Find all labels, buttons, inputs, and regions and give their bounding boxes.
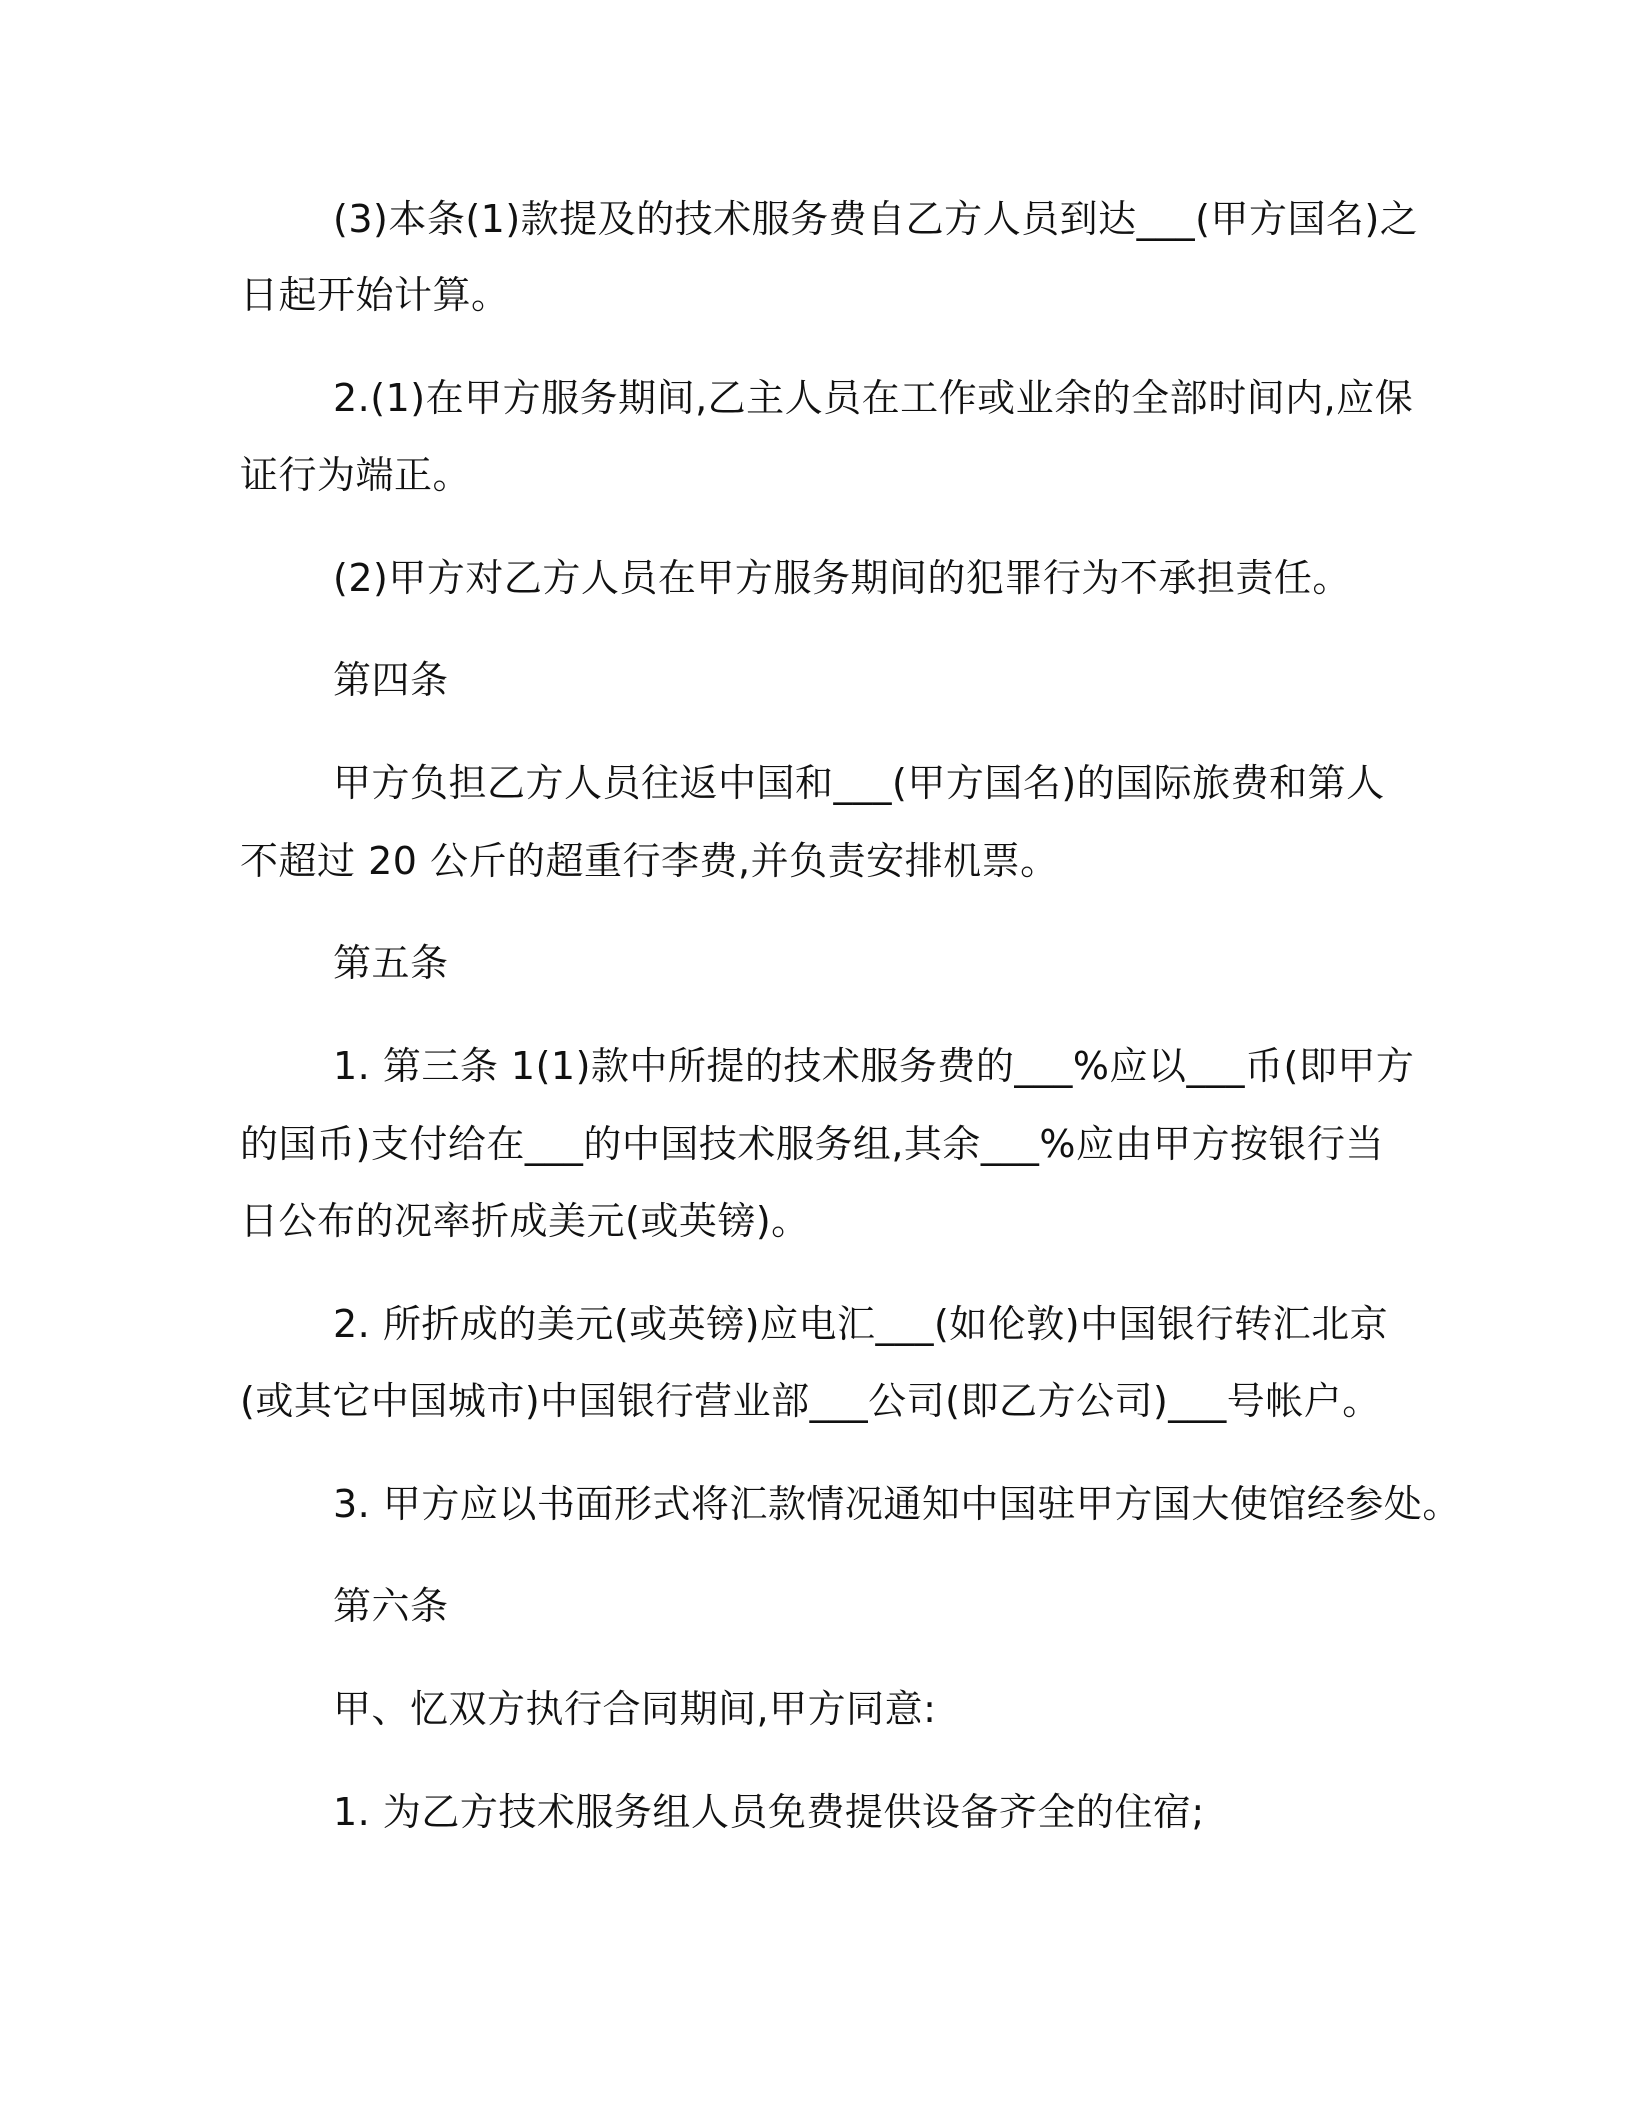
paragraph-line: 日公布的况率折成美元(或英镑)。 [240,1199,810,1243]
paragraph-line: 日起开始计算。 [240,273,510,317]
section-heading: 第六条 [333,1584,449,1628]
paragraph-line: 2. 所折成的美元(或英镑)应电汇___(如伦敦)中国银行转汇北京 [333,1302,1389,1346]
paragraph-line: 1. 第三条 1(1)款中所提的技术服务费的___%应以___币(即甲方 [333,1044,1415,1088]
paragraph-line: (3)本条(1)款提及的技术服务费自乙方人员到达___(甲方国名)之 [333,197,1419,241]
paragraph-line: (或其它中国城市)中国银行营业部___公司(即乙方公司)___号帐户。 [240,1379,1381,1423]
paragraph-line: 1. 为乙方技术服务组人员免费提供设备齐全的住宿; [333,1790,1205,1834]
section-heading: 第四条 [333,658,449,702]
paragraph-line: 2.(1)在甲方服务期间,乙主人员在工作或业余的全部时间内,应保 [333,376,1414,420]
paragraph-line: 甲、忆双方执行合同期间,甲方同意: [333,1687,937,1731]
paragraph-line: 3. 甲方应以书面形式将汇款情况通知中国驻甲方国大使馆经参处。 [333,1482,1461,1526]
paragraph-line: 甲方负担乙方人员往返中国和___(甲方国名)的国际旅费和第人 [333,761,1385,805]
section-heading: 第五条 [333,941,449,985]
paragraph-line: 证行为端正。 [240,453,472,497]
paragraph-line: (2)甲方对乙方人员在甲方服务期间的犯罪行为不承担责任。 [333,556,1351,600]
paragraph-line: 的国币)支付给在___的中国技术服务组,其余___%应由甲方按银行当 [240,1122,1385,1166]
paragraph-line: 不超过 20 公斤的超重行李费,并负责安排机票。 [240,839,1059,883]
